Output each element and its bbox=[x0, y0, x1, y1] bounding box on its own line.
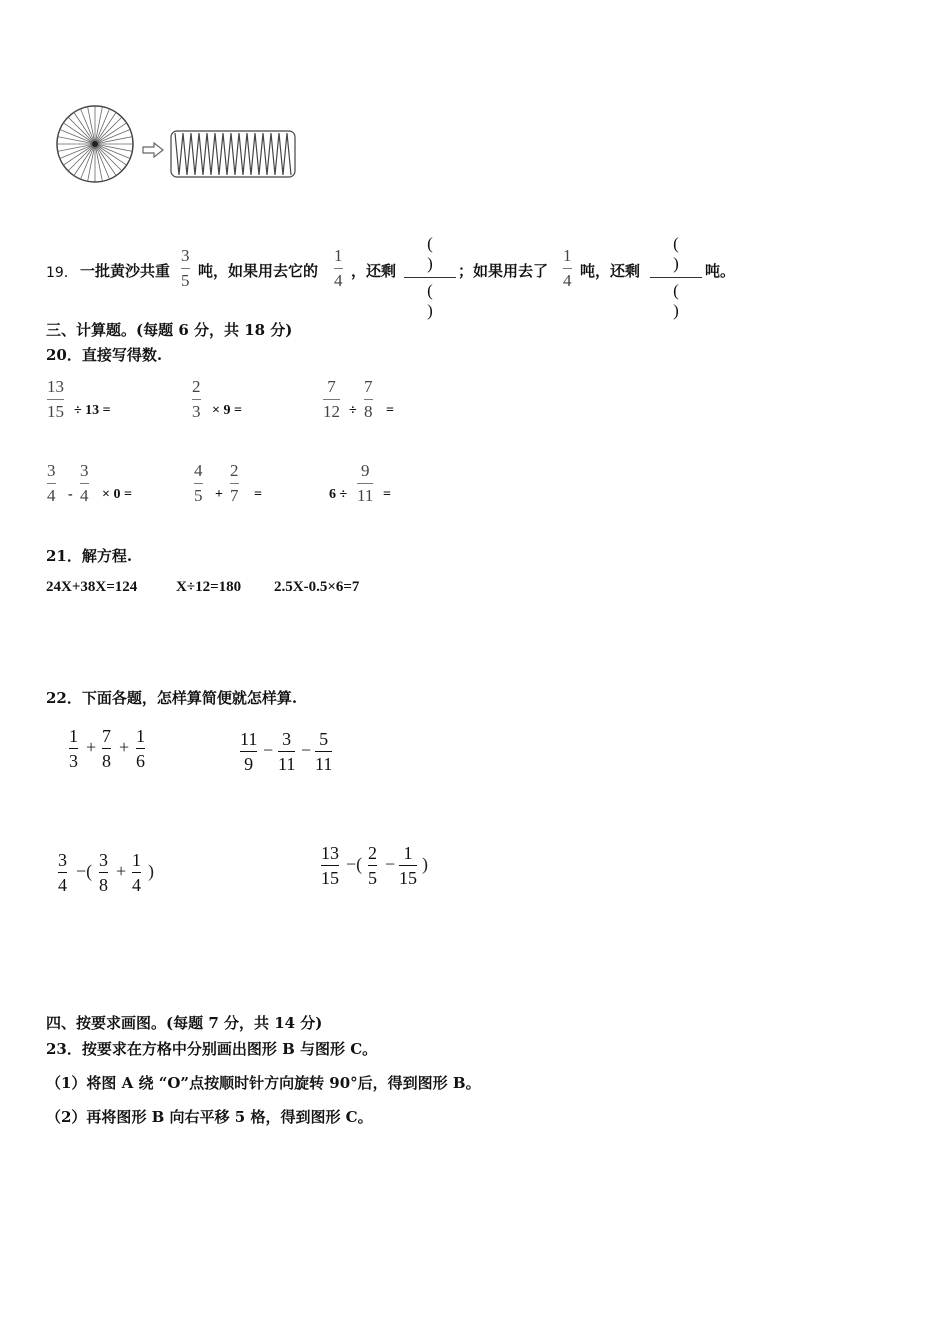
right-arrow-icon bbox=[143, 143, 163, 157]
operator: + bbox=[116, 861, 127, 881]
operator: ) bbox=[422, 854, 428, 874]
operator: ÷ bbox=[349, 403, 357, 418]
fraction: 13 15 bbox=[321, 843, 339, 888]
fraction: 13 15 bbox=[47, 377, 64, 421]
fraction: 3 4 bbox=[47, 461, 56, 505]
q19-text-5: 吨，还剩 bbox=[580, 262, 641, 280]
fraction: 5 11 bbox=[315, 729, 333, 774]
operator: + bbox=[119, 737, 130, 757]
equation-3: 2.5X-0.5×6=7 bbox=[274, 579, 360, 595]
fraction: 2 7 bbox=[230, 461, 239, 505]
q19-text-1: 一批黄沙共重 bbox=[80, 262, 171, 280]
operator: − bbox=[301, 740, 312, 760]
operator: - bbox=[68, 487, 73, 502]
answer-blank[interactable]: ( ) ( ) bbox=[650, 234, 702, 321]
fraction: 1 4 bbox=[132, 850, 141, 895]
operator: ÷ 13 = bbox=[74, 403, 111, 418]
answer-blank[interactable]: ( ) ( ) bbox=[404, 234, 456, 321]
fraction: 2 5 bbox=[368, 843, 377, 888]
operator: −( bbox=[76, 861, 93, 881]
q19-number: 19． bbox=[46, 265, 78, 281]
fraction: 3 4 bbox=[58, 850, 67, 895]
q23-title: 23．按要求在方格中分别画出图形 B 与图形 C。 bbox=[46, 1040, 378, 1058]
operator: + bbox=[215, 487, 223, 502]
q23-step-2: （2）再将图形 B 向右平移 5 格，得到图形 C。 bbox=[46, 1108, 373, 1126]
q19-text-6: 吨。 bbox=[705, 262, 736, 280]
fraction: 1 4 bbox=[563, 246, 572, 290]
q22-title: 22．下面各题，怎样算简便就怎样算. bbox=[46, 689, 298, 707]
fraction: 7 8 bbox=[364, 377, 373, 421]
fan-to-spring-figure bbox=[50, 100, 310, 190]
operator: = bbox=[383, 487, 391, 502]
fraction: 2 3 bbox=[192, 377, 201, 421]
operator: − bbox=[385, 854, 396, 874]
fraction: 1 6 bbox=[136, 726, 145, 771]
operator: 6 ÷ bbox=[329, 487, 348, 502]
spring-icon bbox=[171, 131, 295, 177]
q19-text-3: ，还剩 bbox=[351, 262, 397, 280]
operator: −( bbox=[346, 854, 363, 874]
fraction: 7 12 bbox=[323, 377, 340, 421]
operator: = bbox=[386, 403, 394, 418]
operator: − bbox=[263, 740, 274, 760]
q20-title: 20．直接写得数. bbox=[46, 346, 163, 364]
q19-text-2: 吨，如果用去它的 bbox=[198, 262, 319, 280]
fraction: 1 15 bbox=[399, 843, 417, 888]
section-3-title: 三、计算题。(每题 6 分，共 18 分) bbox=[46, 321, 293, 339]
operator: = bbox=[254, 487, 262, 502]
equation-1: 24X+38X=124 bbox=[46, 579, 138, 595]
fraction: 3 8 bbox=[99, 850, 108, 895]
fraction: 11 9 bbox=[240, 729, 258, 774]
fraction: 3 4 bbox=[80, 461, 89, 505]
operator: ) bbox=[148, 861, 154, 881]
fan-circle-icon bbox=[57, 106, 133, 182]
q21-title: 21．解方程. bbox=[46, 547, 133, 565]
operator: + bbox=[86, 737, 97, 757]
fraction: 1 4 bbox=[334, 246, 343, 290]
fraction: 1 3 bbox=[69, 726, 78, 771]
fraction: 3 11 bbox=[278, 729, 296, 774]
q19-text-4: ；如果用去了 bbox=[458, 262, 549, 280]
operator: × 9 = bbox=[212, 403, 242, 418]
operator: × 0 = bbox=[102, 487, 132, 502]
fraction: 3 5 bbox=[181, 246, 190, 290]
fraction: 9 11 bbox=[357, 461, 374, 505]
q23-step-1: （1）将图 A 绕 “O”点按顺时针方向旋转 90°后，得到图形 B。 bbox=[46, 1074, 481, 1092]
fraction: 7 8 bbox=[102, 726, 111, 771]
fraction: 4 5 bbox=[194, 461, 203, 505]
equation-2: X÷12=180 bbox=[176, 579, 242, 595]
section-4-title: 四、按要求画图。(每题 7 分，共 14 分) bbox=[46, 1014, 323, 1032]
